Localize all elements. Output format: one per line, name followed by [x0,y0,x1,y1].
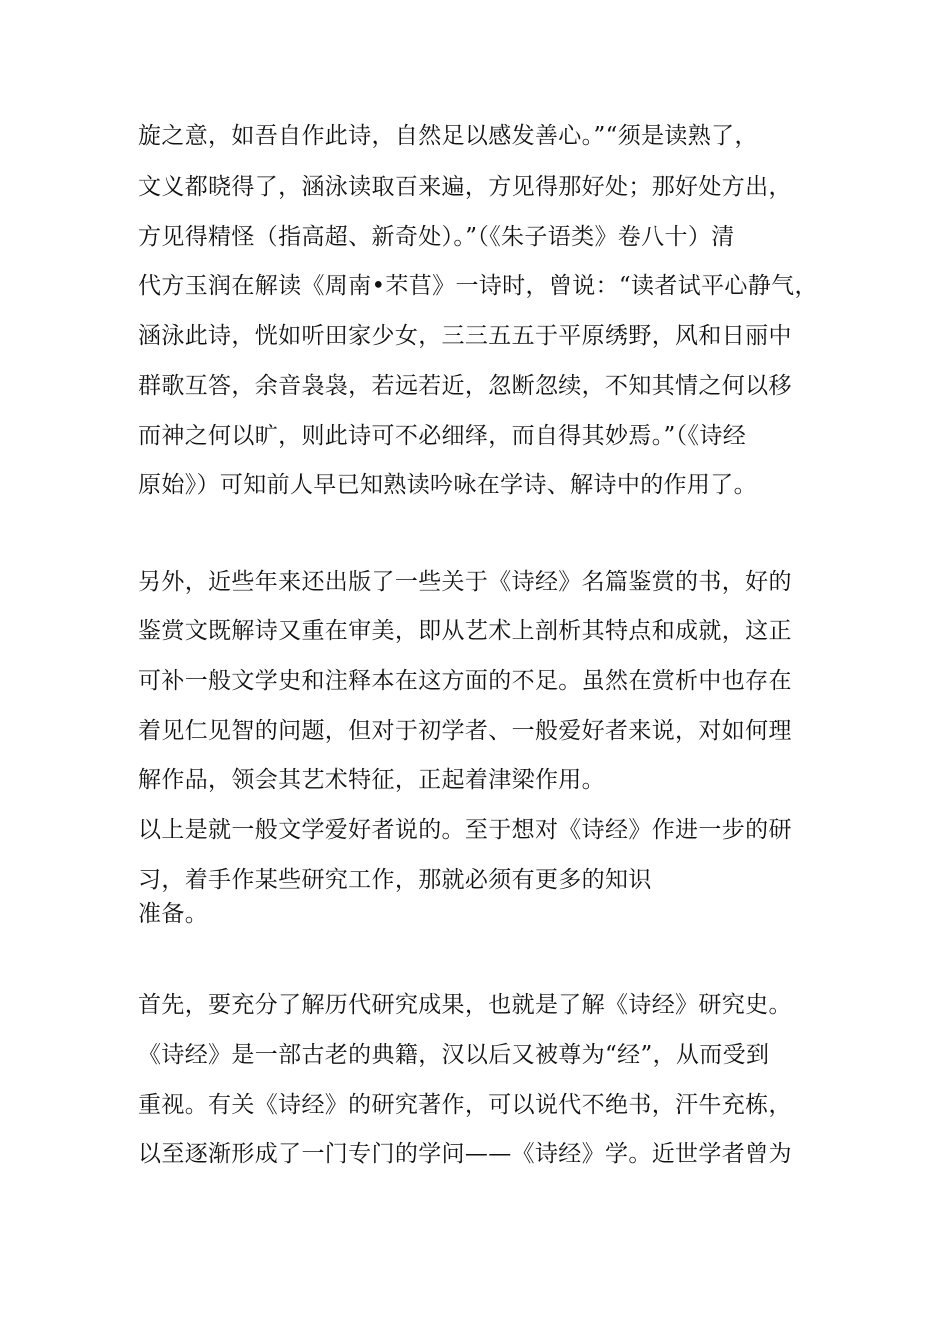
text-line: 代方玉润在解读《周南•芣苢》一诗时，曾说：“读者试平心静气， [138,273,818,299]
text-line: 涵泳此诗，恍如听田家少女，三三五五于平原绣野，风和日丽中 [138,323,792,349]
text-line: 以至逐渐形成了一门专门的学问——《诗经》学。近世学者曾为 [138,1141,792,1167]
text-line: 另外，近些年来还出版了一些关于《诗经》名篇鉴赏的书，好的 [138,569,792,595]
text-line: 解作品，领会其艺术特征，正起着津梁作用。 [138,767,605,793]
text-line: 旋之意，如吾自作此诗，自然足以感发善心。”“须是读熟了， [138,123,758,149]
text-line: 方见得精怪（指高超、新奇处）。”（《朱子语类》卷八十）清 [138,224,735,250]
text-line: 重视。有关《诗经》的研究著作，可以说代不绝书，汗牛充栋， [138,1092,792,1118]
text-line: 群歌互答，余音袅袅，若远若近，忽断忽续，不知其情之何以移 [138,373,792,399]
text-line: 鉴赏文既解诗又重在审美，即从艺术上剖析其特点和成就，这正 [138,618,792,644]
text-line: 而神之何以旷，则此诗可不必细绎，而自得其妙焉。”（《诗经 [138,423,747,449]
text-line: 原始》）可知前人早已知熟读吟咏在学诗、解诗中的作用了。 [138,472,757,498]
text-line: 习，着手作某些研究工作，那就必须有更多的知识 [138,867,652,893]
text-line: 《诗经》是一部古老的典籍，汉以后又被尊为“经”，从而受到 [138,1042,770,1068]
text-line: 以上是就一般文学爱好者说的。至于想对《诗经》作进一步的研 [138,817,792,843]
text-line: 首先，要充分了解历代研究成果，也就是了解《诗经》研究史。 [138,992,792,1018]
text-line: 着见仁见智的问题，但对于初学者、一般爱好者来说，对如何理 [138,718,792,744]
text-line: 文义都晓得了，涵泳读取百来遍，方见得那好处；那好处方出， [138,174,792,200]
text-line: 准备。 [138,901,209,927]
text-line: 可补一般文学史和注释本在这方面的不足。虽然在赏析中也存在 [138,668,792,694]
